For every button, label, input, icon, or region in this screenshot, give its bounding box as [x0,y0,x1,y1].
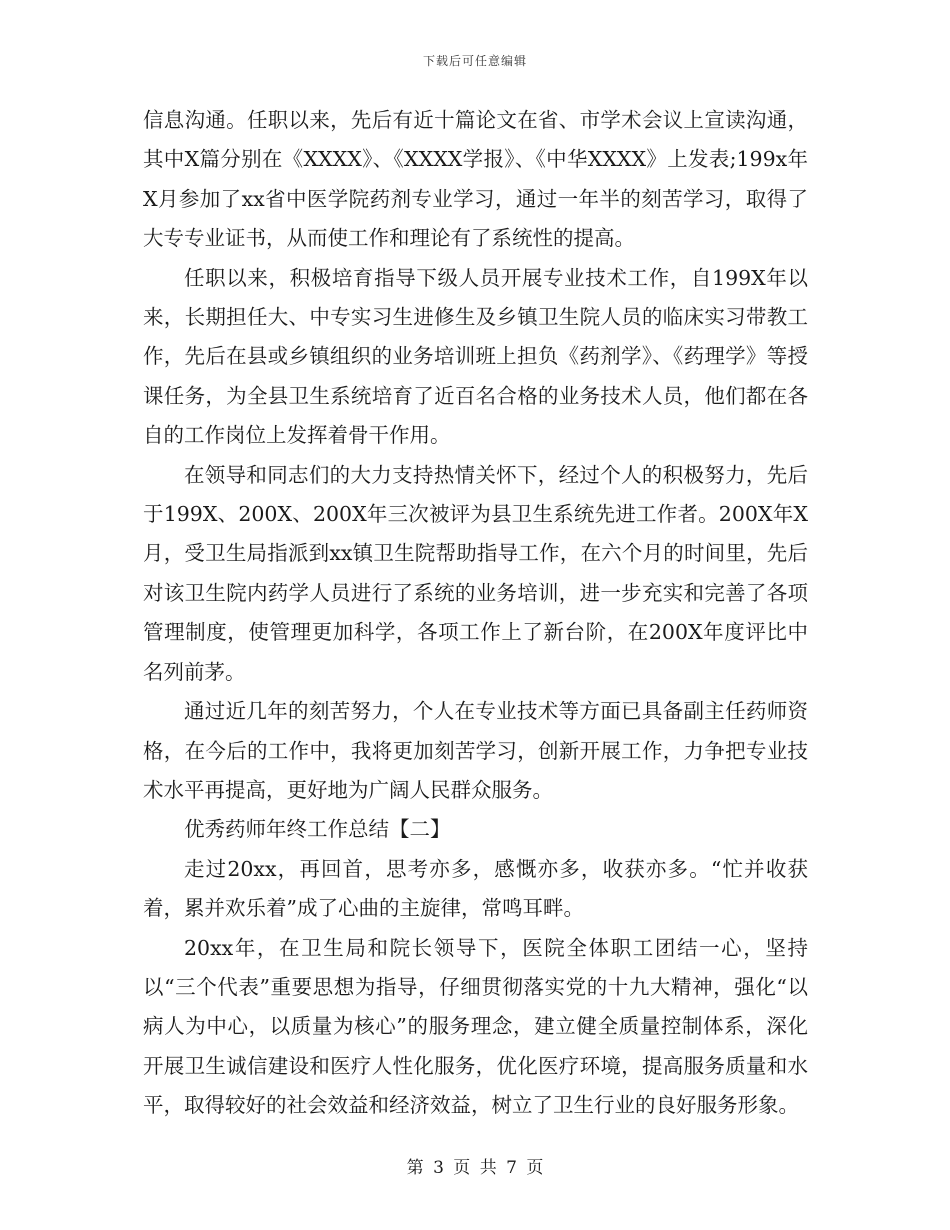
paragraph-hospital-work: 20xx年，在卫生局和院长领导下，医院全体职工团结一心，坚持以“三个代表”重要思想为指导，仔细贯彻落实党的十九大精神，强化“以病人为中心，以质量为核心”的服务理念，建立健全质量控制体系，深化开展卫生诚信建设和医疗人性化服务，优化医疗环境，提高服务质量和水平，取得较好的社会效益和经济效益，树立了卫生行业的良好服务形象。 [143,935,808,1118]
paragraph-teaching: 任职以来，积极培育指导下级人员开展专业技术工作，自199X年以来，长期担任大、中专实习生进修生及乡镇卫生院人员的临床实习带教工作，先后在县或乡镇组织的业务培训班上担负《药剂学》、《药理学》等授课任务，为全县卫生系统培育了近百名合格的业务技术人员，他们都在各自的工作岗位上发挥着骨干作用。 [143,265,808,448]
page-number-footer: 第 3 页 共 7 页 [406,1158,544,1178]
paragraph-awards: 在领导和同志们的大力支持热情关怀下，经过个人的积极努力，先后于199X、200X、200X年三次被评为县卫生系统先进工作者。200X年X月，受卫生局指派到xx镇卫生院帮助指导工作，在六个月的时间里，先后对该卫生院内药学人员进行了系统的业务培训，进一步充实和完善了各项管理制度，使管理更加科学，各项工作上了新台阶，在200X年度评比中名列前茅。 [143,462,808,684]
paragraph-continued: 信息沟通。任职以来，先后有近十篇论文在省、市学术会议上宣读沟通，其中X篇分别在《XXXX》、《XXXX学报》、《中华XXXX》上发表;199x年X月参加了xx省中医学院药剂专业学习，通过一年半的刻苦学习，取得了大专专业证书，从而使工作和理论有了系统性的提高。 [143,108,808,251]
paragraph-qualification: 通过近几年的刻苦努力，个人在专业技术等方面已具备副主任药师资格，在今后的工作中，我将更加刻苦学习，创新开展工作，力争把专业技术水平再提高，更好地为广阔人民群众服务。 [143,699,808,802]
paragraph-reflection: 走过20xx，再回首，思考亦多，感慨亦多，收获亦多。“忙并收获着，累并欢乐着”成了心曲的主旋律，常鸣耳畔。 [143,856,808,921]
section-heading: 优秀药师年终工作总结【二】 [184,817,451,842]
document-body [143,101,808,1126]
page-header-note: 下载后可任意编辑 [422,54,527,68]
